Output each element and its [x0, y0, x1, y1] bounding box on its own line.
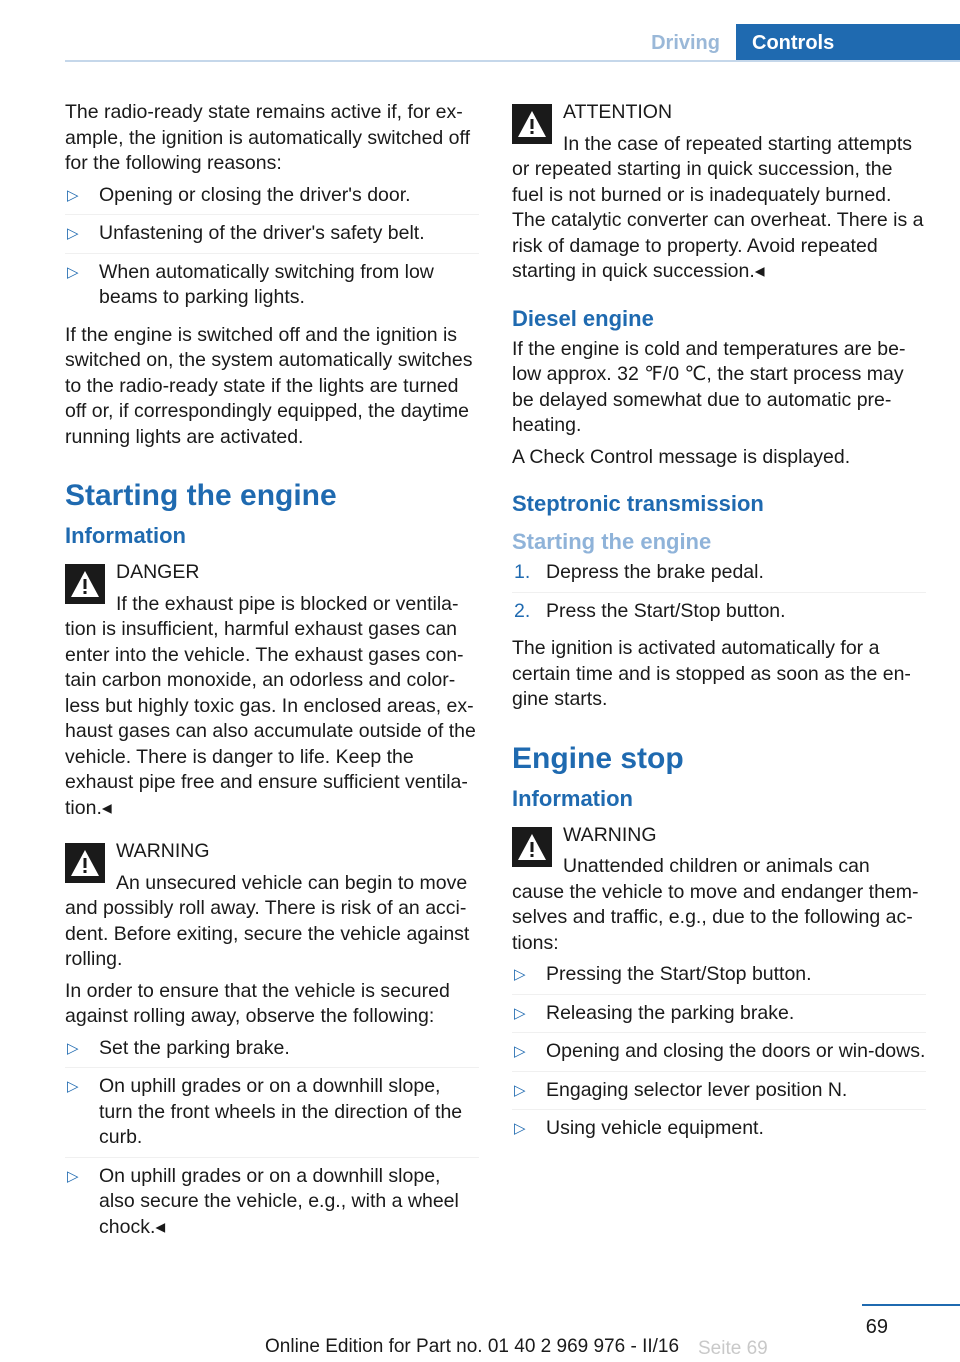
warning-notice: [65, 839, 479, 973]
secure-intro-paragraph: In order to ensure that the vehicle is secured against rolling away, observe the following:: [65, 979, 450, 1027]
danger-body: tion is insufficient, harmful exhaust gases can enter into the vehicle. The exhaust gases con-tain carbon monoxide, an odorless and color-less but highly toxic gas. In enclosed areas, ex-haust gases can also accumulate outside of the vehicle. There is danger to life. Keep the exhaust pipe free and ensure sufficient ventila-tion.◂: [65, 618, 476, 819]
list-item-text: Opening or closing the driver's door.: [99, 183, 411, 206]
left-column: [65, 100, 479, 1252]
list-item: [512, 560, 926, 593]
list-item-text: Engaging selector lever position N.: [546, 1078, 848, 1101]
ignition-paragraph: The ignition is activated automatically for a certain time and is stopped as soon as the en-gine starts.: [512, 637, 911, 710]
danger-first-line: If the exhaust pipe is blocked or ventila-: [116, 592, 459, 615]
list-item: [512, 1039, 926, 1072]
step-number: 1.: [514, 561, 531, 583]
reasons-list: [65, 183, 479, 317]
triangle-bullet-icon: ▷: [67, 186, 79, 204]
list-item: [65, 221, 479, 254]
attention-title: ATTENTION: [563, 101, 673, 123]
list-item: [512, 599, 926, 631]
list-item-text: Press the Start/Stop button.: [546, 599, 786, 622]
secure-list: [65, 1036, 479, 1247]
list-item-text: When automatically switching from low beams to parking lights.: [99, 260, 434, 308]
list-item: [512, 1001, 926, 1034]
triangle-bullet-icon: ▷: [67, 263, 79, 281]
warning-title: WARNING: [563, 823, 657, 846]
section-heading-engine-stop: Engine stop: [512, 741, 684, 775]
tab-driving: Driving: [651, 32, 720, 54]
attention-notice: [512, 100, 926, 285]
page-number-rule: [862, 1304, 960, 1306]
list-item: [512, 962, 926, 995]
list-item-text: Depress the brake pedal.: [546, 561, 764, 583]
list-item: [512, 1078, 926, 1111]
page-number: 69: [865, 1316, 888, 1338]
list-item: [65, 1074, 479, 1158]
list-item: [65, 1164, 479, 1247]
edition-footer: Online Edition for Part no. 01 40 2 969 976 - II/16: [265, 1336, 680, 1357]
triangle-bullet-icon: ▷: [67, 1039, 79, 1057]
triangle-bullet-icon: ▷: [67, 225, 79, 242]
list-item-text: Pressing the Start/Stop button.: [546, 963, 812, 985]
danger-notice: [65, 560, 479, 821]
warning-triangle-icon: [65, 843, 105, 883]
subheading-starting-engine: Starting the engine: [512, 529, 712, 554]
intro-paragraph: The radio-ready state remains active if, for ex-ample, the ignition is automatically switched off for the following reasons:: [65, 101, 471, 174]
step-number: 2.: [514, 599, 531, 622]
diesel-paragraph: If the engine is cold and temperatures are be-low approx. 32 ℉/0 ℃, the start process may be delayed somewhat due to automatic pre-heating.: [512, 337, 906, 436]
list-item-text: Using vehicle equipment.: [546, 1117, 764, 1139]
warning-triangle-icon: [512, 104, 552, 144]
list-item-text: On uphill grades or on a downhill slope, turn the front wheels in the direction of the curb.: [99, 1075, 463, 1148]
subheading-information: Information: [65, 523, 186, 548]
attention-first-line: In the case of repeated starting attempts: [563, 132, 913, 155]
warning-first-line: An unsecured vehicle can begin to move: [116, 871, 468, 894]
warning-notice: [512, 823, 926, 957]
header-rule: [65, 60, 960, 62]
triangle-bullet-icon: ▷: [514, 1004, 526, 1022]
triangle-bullet-icon: ▷: [514, 1081, 526, 1099]
subheading-information: Information: [512, 785, 633, 811]
list-item: [65, 183, 479, 216]
subheading-diesel-engine: Diesel engine: [512, 305, 654, 331]
triangle-bullet-icon: ▷: [67, 1078, 79, 1095]
attention-body: or repeated starting in quick succession, the fuel is not burned or is inadequately burned. The catalytic converter can overheat. There is a risk of damage to property. Avoid repeated starting in quick succession.◂: [512, 158, 924, 282]
check-control-paragraph: A Check Control message is displayed.: [512, 445, 851, 468]
warning-body: cause the vehicle to move and endanger them-selves and traffic, e.g., due to the following ac-tions:: [512, 880, 919, 954]
triangle-bullet-icon: ▷: [514, 966, 526, 983]
subheading-steptronic: Steptronic transmission: [512, 491, 764, 516]
triangle-bullet-icon: ▷: [514, 1043, 526, 1060]
section-heading-starting-engine: Starting the engine: [65, 479, 337, 512]
warning-triangle-icon: [65, 564, 105, 604]
engine-off-paragraph: If the engine is switched off and the ignition is switched on, the system automatically switches to the radio-ready state if the lights are turned off or, if correspondingly equipped, the daytime running lights are activated.: [65, 323, 473, 448]
list-item: [512, 1116, 926, 1148]
list-item-text: Unfastening of the driver's safety belt.: [99, 222, 425, 244]
tab-controls: Controls: [736, 24, 960, 62]
list-item: [65, 260, 479, 317]
list-item-text: Opening and closing the doors or win-dows.: [546, 1040, 926, 1062]
warning-triangle-icon: [512, 827, 552, 867]
danger-title: DANGER: [116, 561, 200, 583]
right-column: [512, 100, 926, 1154]
triangle-bullet-icon: ▷: [67, 1167, 79, 1185]
warning-first-line: Unattended children or animals can: [563, 855, 870, 877]
steps-list: [512, 560, 926, 630]
warning-title: WARNING: [116, 840, 210, 862]
actions-list: [512, 962, 926, 1148]
list-item-text: On uphill grades or on a downhill slope, also secure the vehicle, e.g., with a wheel chock.◂: [99, 1164, 459, 1238]
list-item-text: Releasing the parking brake.: [546, 1001, 795, 1024]
triangle-bullet-icon: ▷: [514, 1120, 526, 1137]
watermark: Seite 69: [698, 1338, 768, 1359]
list-item: [65, 1036, 479, 1069]
warning-body: and possibly roll away. There is risk of an acci-dent. Before exiting, secure the vehicle against rolling.: [65, 897, 470, 970]
list-item-text: Set the parking brake.: [99, 1036, 290, 1059]
